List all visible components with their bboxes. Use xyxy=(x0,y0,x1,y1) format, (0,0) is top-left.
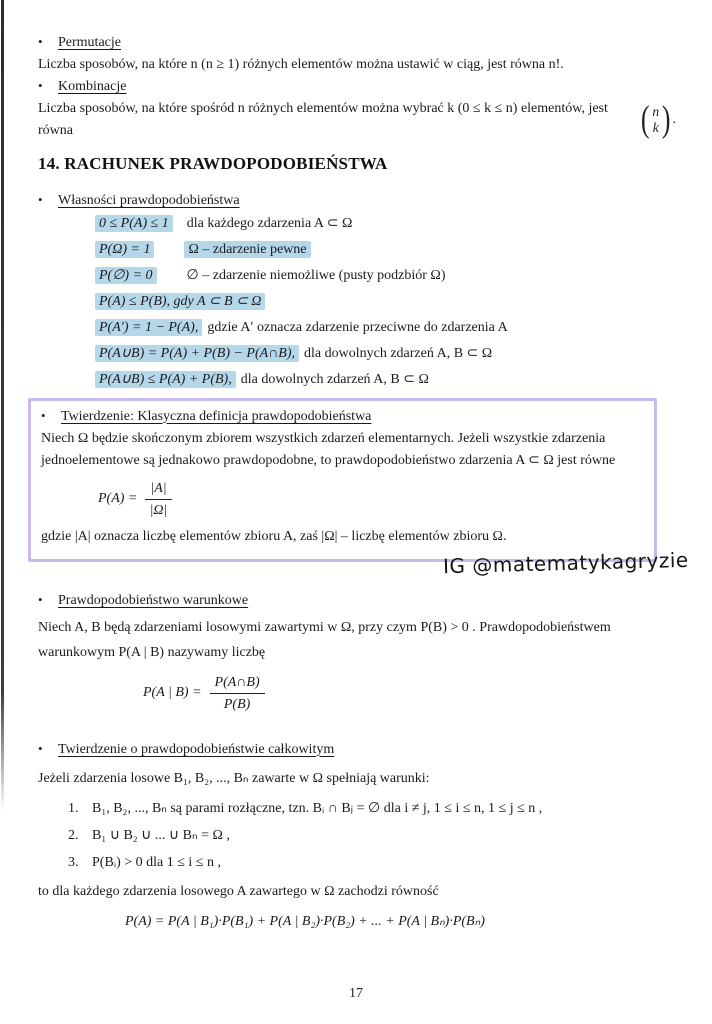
section-title-klasyczna: Twierdzenie: Klasyczna definicja prawdopodobieństwa xyxy=(61,408,372,424)
formula-highlighted: 0 ≤ P(A) ≤ 1 xyxy=(95,215,173,232)
scan-spine-artifact xyxy=(1,0,4,812)
bullet-icon: • xyxy=(38,740,43,756)
calkowite-outro: to dla każdego zdarzenia losowego A zawartego w Ω zachodzi równość xyxy=(38,883,439,899)
property-description: gdzie A′ oznacza zdarzenie przeciwne do zdarzenia A xyxy=(207,320,508,335)
permutacje-text: Liczba sposobów, na które n (n ≥ 1) różnych elementów można ustawić w ciąg, jest równa n!. xyxy=(38,57,564,72)
calkowite-intro: Jeżeli zdarzenia losowe B₁, B₂, ..., Bₙ zawarte w Ω spełniają warunki: xyxy=(38,770,430,786)
total-probability-formula: P(A) = P(A | B₁)·P(B₁) + P(A | B₂)·P(B₂) + ... + P(A | Bₙ)·P(Bₙ) xyxy=(125,913,485,929)
section-title-permutacje: Permutacje xyxy=(58,35,121,50)
binom-bottom: k xyxy=(652,120,659,135)
bullet-icon: • xyxy=(38,192,43,207)
properties-list xyxy=(95,215,676,389)
formula-highlighted: P(A∪B) ≤ P(A) + P(B), xyxy=(95,371,236,388)
formula-highlighted: P(A′) = 1 − P(A), xyxy=(95,319,202,336)
section-header-kombinacje xyxy=(38,78,676,95)
list-item-number: 1. xyxy=(68,800,79,816)
property-line xyxy=(95,345,676,363)
fraction-denominator: P(B) xyxy=(223,696,251,712)
fraction-numerator: P(A∩B) xyxy=(210,673,265,694)
property-description: ∅ – zdarzenie niemożliwe (pusty podzbiór Ω) xyxy=(186,268,446,283)
property-description-highlighted: Ω – zdarzenie pewne xyxy=(184,241,310,258)
fraction xyxy=(145,479,171,520)
klasyczna-text: Niech Ω będzie skończonym zbiorem wszystkich zdarzeń elementarnych. Jeżeli wszystkie zdarzenia jednoelementowe są jednakowo prawdopodobne, to prawdopodobieństwo zdarzenia A ⊂ Ω jest równe xyxy=(41,430,616,468)
property-line xyxy=(95,267,676,285)
list-item-number: 3. xyxy=(68,854,79,870)
fraction xyxy=(210,673,265,714)
section-header-klasyczna xyxy=(41,408,644,425)
bullet-icon: • xyxy=(38,78,43,93)
warunkowe-text: Niech A, B będą zdarzeniami losowymi zawartymi w Ω, przy czym P(B) > 0 . Prawdopodobieństwem warunkowym P(A | B) nazywamy liczbę xyxy=(38,619,611,660)
binom-top: n xyxy=(652,104,660,119)
kombinacje-suffix: . xyxy=(672,112,676,127)
handwritten-instagram-annotation: IG @matematykagryzie xyxy=(442,547,689,579)
kombinacje-text: Liczba sposobów, na które spośród n różnych elementów można wybrać k (0 ≤ k ≤ n) elementów, jest równa xyxy=(38,101,608,138)
property-description: dla każdego zdarzenia A ⊂ Ω xyxy=(186,216,353,231)
section-header-warunkowe xyxy=(38,592,676,609)
list-item-text: P(Bᵢ) > 0 dla 1 ≤ i ≤ n , xyxy=(92,854,221,870)
property-line xyxy=(95,319,676,337)
property-description: dla dowolnych zdarzeń A, B ⊂ Ω xyxy=(304,346,493,361)
fraction-denominator: |Ω| xyxy=(149,502,168,518)
kombinacje-text-row xyxy=(38,98,676,142)
bullet-icon: • xyxy=(38,34,43,49)
bullet-icon: • xyxy=(38,591,43,607)
chapter-title: 14. RACHUNEK PRAWDOPODOBIEŃSTWA xyxy=(38,154,388,173)
list-item-text: B₁ ∪ B₂ ∪ ... ∪ Bₙ = Ω , xyxy=(92,827,230,843)
section-header-permutacje xyxy=(38,34,676,51)
formula-highlighted: P(∅) = 0 xyxy=(95,267,157,284)
bullet-icon: • xyxy=(41,407,46,423)
fraction-numerator: |A| xyxy=(145,479,171,500)
property-line xyxy=(95,371,676,389)
section-title-wlasnosci: Własności prawdopodobieństwa xyxy=(58,193,240,208)
formula-lhs: P(A | B) = xyxy=(143,685,202,700)
property-description: dla dowolnych zdarzeń A, B ⊂ Ω xyxy=(240,372,429,387)
left-paren: ( xyxy=(640,99,650,141)
section-title-warunkowe: Prawdopodobieństwo warunkowe xyxy=(58,592,249,608)
right-paren: ) xyxy=(662,99,671,141)
property-line xyxy=(95,293,676,311)
section-header-calkowite xyxy=(38,741,676,758)
formula-highlighted: P(Ω) = 1 xyxy=(95,241,154,258)
section-header-wlasnosci xyxy=(38,192,676,209)
page-number: 17 xyxy=(349,986,363,1001)
list-item xyxy=(38,827,676,845)
classical-definition-box xyxy=(28,398,657,562)
formula-highlighted: P(A) ≤ P(B), gdy A ⊂ B ⊂ Ω xyxy=(95,293,265,310)
formula-highlighted: P(A∪B) = P(A) + P(B) − P(A∩B), xyxy=(95,345,299,362)
conditional-probability-formula xyxy=(143,673,676,714)
binomial-coefficient xyxy=(639,99,672,141)
property-line xyxy=(95,215,676,233)
conditions-list xyxy=(38,800,676,872)
property-line xyxy=(95,241,676,259)
formula-lhs: P(A) = xyxy=(98,491,138,506)
list-item-text: B₁, B₂, ..., Bₙ są parami rozłączne, tzn. Bᵢ ∩ Bⱼ = ∅ dla i ≠ j, 1 ≤ i ≤ n, 1 ≤ j ≤ n , xyxy=(92,800,543,816)
list-item xyxy=(38,800,676,818)
list-item xyxy=(38,854,676,872)
classical-probability-formula xyxy=(98,479,644,520)
list-item-number: 2. xyxy=(68,827,79,843)
section-title-kombinacje: Kombinacje xyxy=(58,79,127,94)
klasyczna-note: gdzie |A| oznacza liczbę elementów zbioru A, zaś |Ω| – liczbę elementów zbioru Ω. xyxy=(41,528,507,544)
section-title-calkowite: Twierdzenie o prawdopodobieństwie całkowitym xyxy=(58,741,335,757)
